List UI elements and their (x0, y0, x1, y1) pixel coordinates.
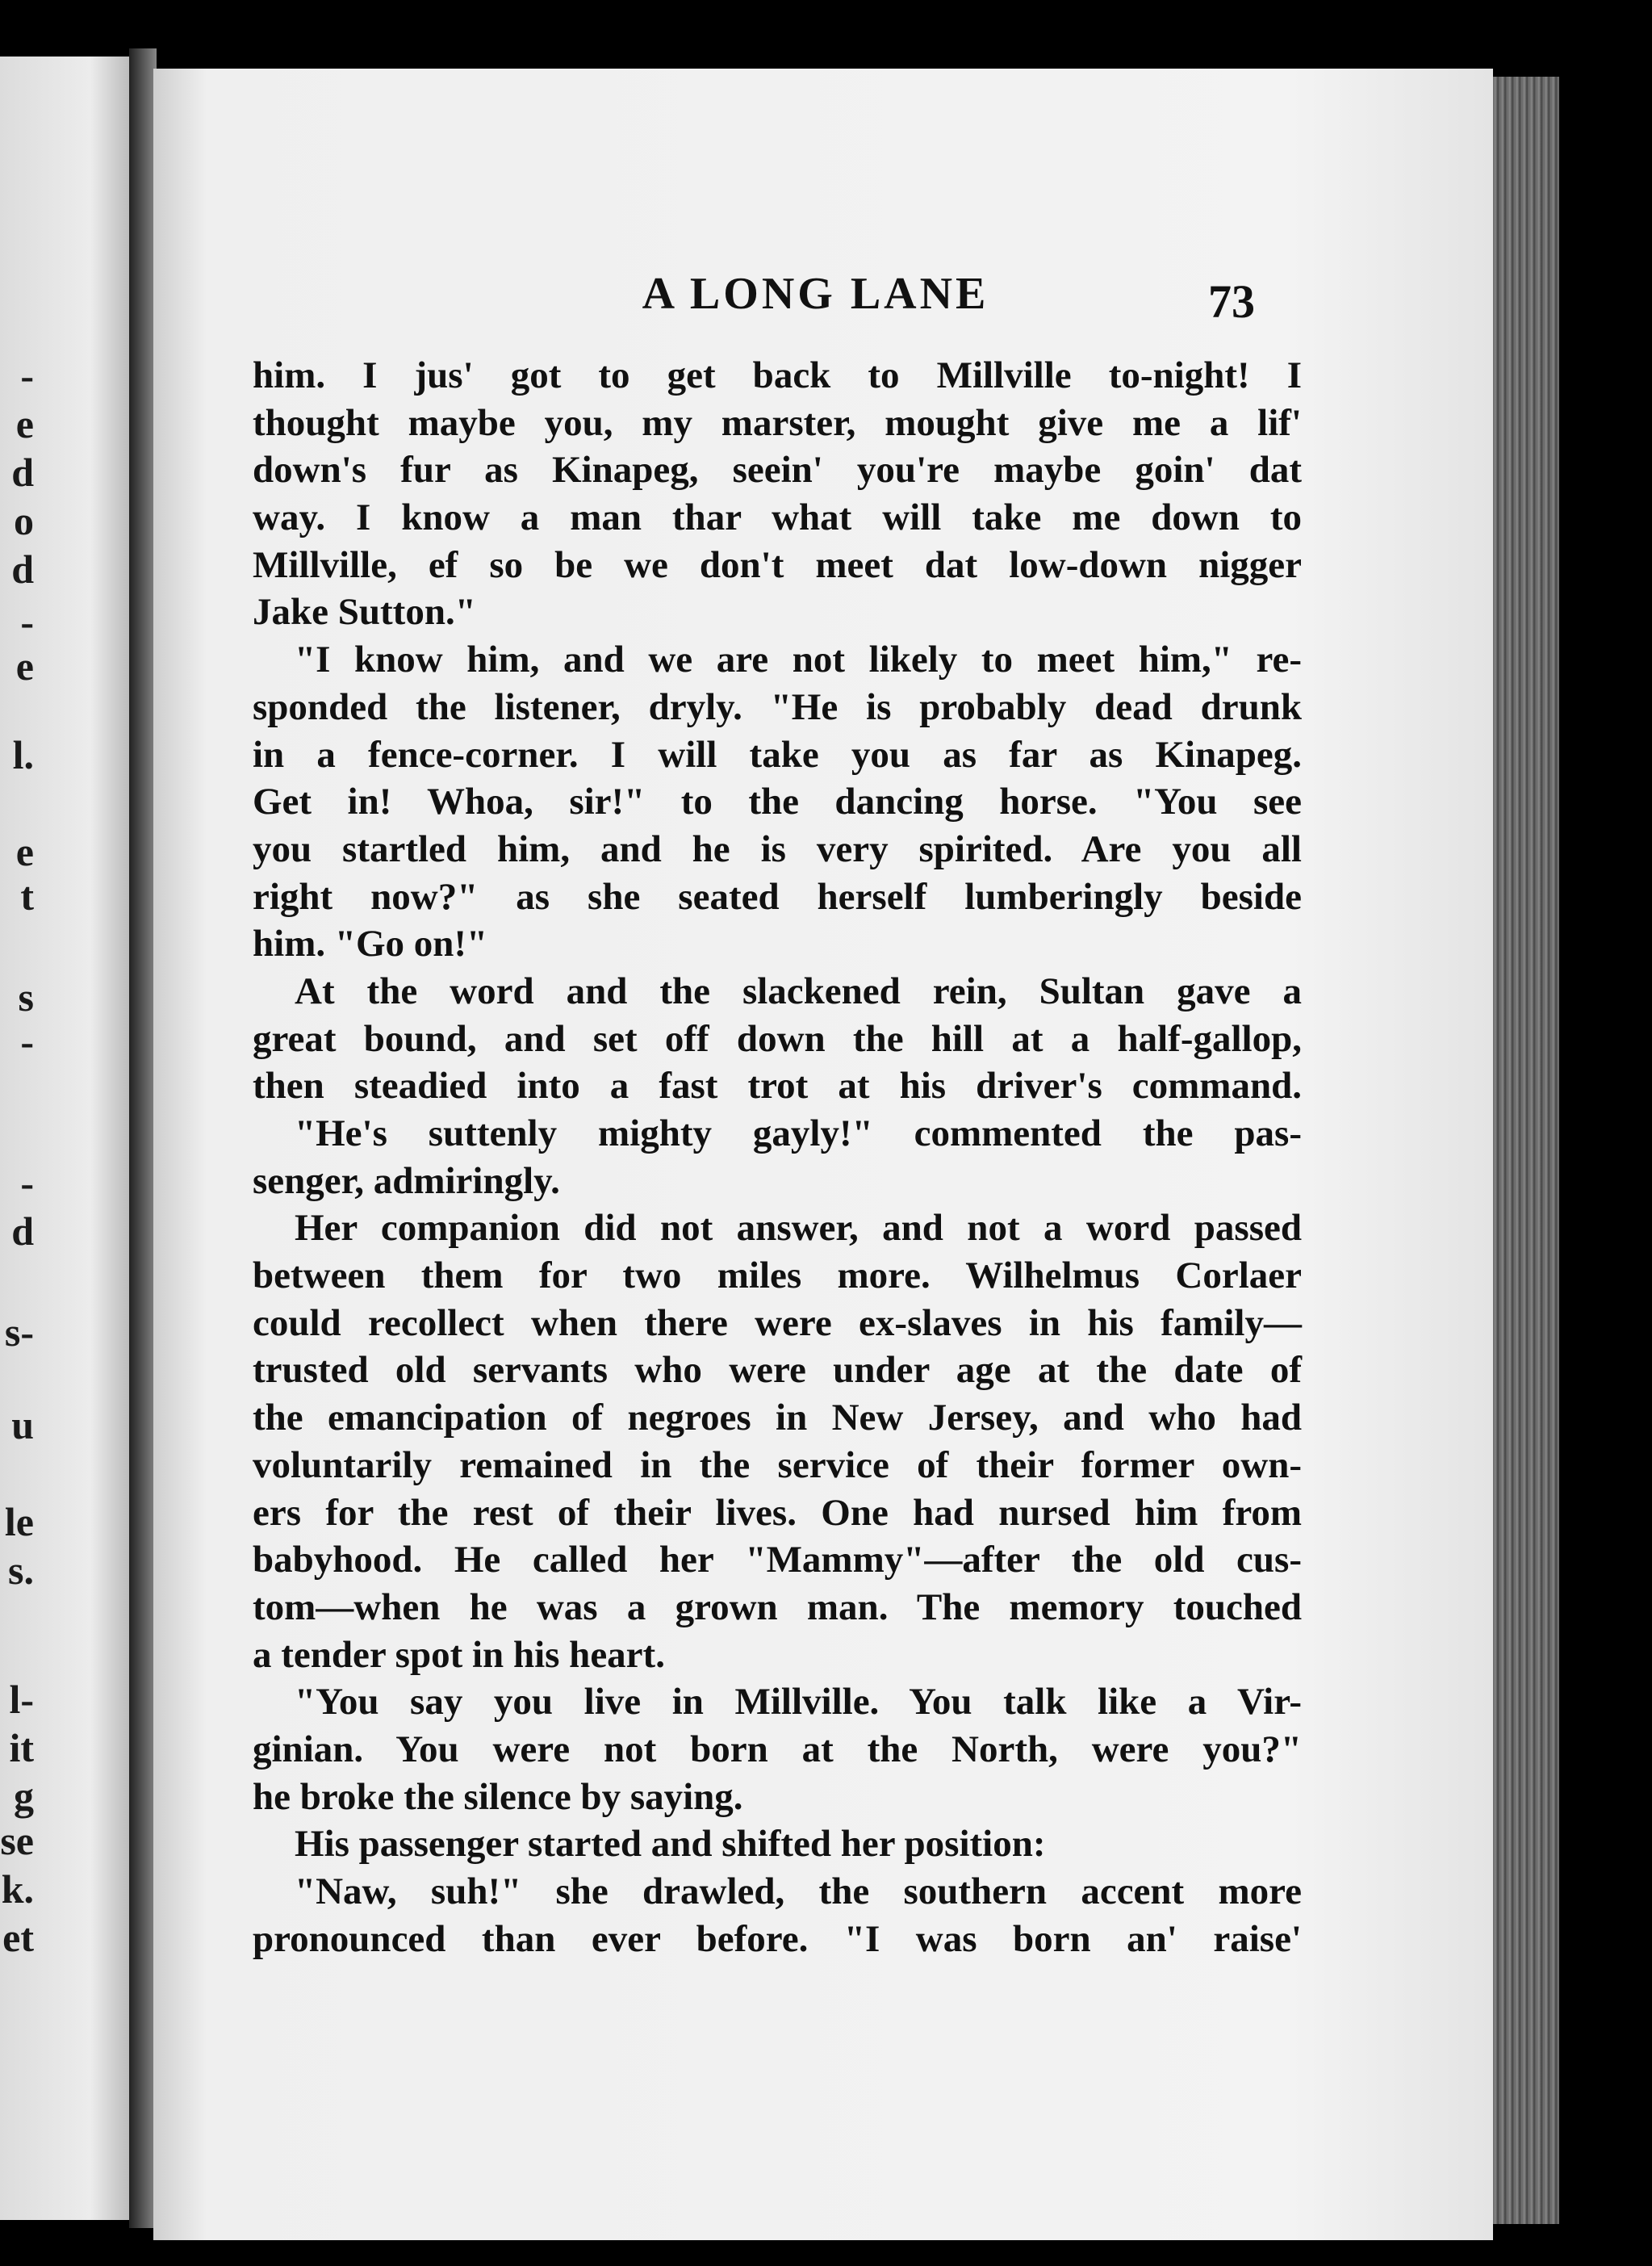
text-line: "Naw, suh!" she drawled, the southern accent more (295, 1870, 1302, 1912)
text-line: then steadied into a fast trot at his driver's command. (253, 1065, 1302, 1108)
text-line: great bound, and set off down the hill at a half-gallop, (253, 1017, 1302, 1060)
text-line: you startled him, and he is very spirited. Are you all (253, 827, 1302, 870)
text-line: could recollect when there were ex-slaves in his family— (253, 1301, 1302, 1344)
left-page-text-fragment: - (20, 599, 34, 644)
left-page-text-fragment: g (14, 1774, 34, 1819)
text-line: him. "Go on!" (253, 923, 488, 965)
left-page-text-fragment: d (11, 450, 34, 495)
left-page-text-fragment: - (20, 1019, 34, 1064)
running-head-text: A LONG LANE (642, 269, 989, 319)
left-page-text-fragment: - (20, 1160, 34, 1205)
text-line: Jake Sutton." (253, 591, 476, 634)
text-line: His passenger started and shifted her position: (295, 1823, 1046, 1866)
left-page-text-fragment: d (11, 547, 34, 592)
left-page-text-fragment: - (20, 353, 34, 398)
text-line: Get in! Whoa, sir!" to the dancing horse. "You see (253, 781, 1302, 823)
left-page-text-fragment: et (2, 1915, 34, 1960)
left-page-edge (0, 57, 129, 2220)
left-page-text-fragment: e (15, 401, 34, 446)
left-page-text-fragment: l. (12, 732, 34, 777)
text-line: Her companion did not answer, and not a word passed (295, 1207, 1302, 1250)
left-page-text-fragment: se (0, 1818, 34, 1863)
left-page-text-fragment: s. (8, 1548, 34, 1593)
text-line: voluntarily remained in the service of their former own- (253, 1443, 1302, 1486)
left-page-text-fragment: s (18, 974, 34, 1020)
text-line: ers for the rest of their lives. One had nursed him from (253, 1491, 1302, 1534)
text-line: way. I know a man thar what will take me down to (253, 496, 1302, 539)
running-head (0, 268, 1652, 320)
text-line: down's fur as Kinapeg, seein' you're maybe goin' dat (253, 449, 1302, 492)
text-line: "You say you live in Millville. You talk like a Vir- (295, 1681, 1302, 1724)
text-line: At the word and the slackened rein, Sultan gave a (295, 970, 1302, 1012)
page-stack-edge (1493, 77, 1559, 2224)
text-line: ginian. You were not born at the North, were you?" (253, 1728, 1302, 1770)
text-line: pronounced than ever before. "I was born an' raise' (253, 1917, 1302, 1960)
body-text (253, 352, 1302, 1962)
text-line: the emancipation of negroes in New Jersey, and who had (253, 1397, 1302, 1439)
text-line: babyhood. He called her "Mammy"—after the old cus- (253, 1539, 1302, 1581)
text-line: in a fence-corner. I will take you as far as Kinapeg. (253, 733, 1302, 776)
left-page-text-fragment: it (9, 1725, 34, 1770)
left-page-text-fragment: l- (9, 1677, 34, 1722)
book-gutter (129, 48, 157, 2228)
text-line: "I know him, and we are not likely to meet him," re- (295, 639, 1302, 681)
left-page-text-fragment: le (4, 1499, 34, 1544)
left-page-text-fragment: u (11, 1402, 34, 1447)
left-page-text-fragment: t (20, 873, 34, 919)
text-line: a tender spot in his heart. (253, 1633, 665, 1676)
left-page-text-fragment: k. (1, 1866, 34, 1912)
page-number: 73 (1208, 275, 1255, 328)
text-line: thought maybe you, my marster, mought give me a lif' (253, 401, 1302, 444)
left-page-text-fragment: s- (4, 1309, 34, 1355)
text-line: between them for two miles more. Wilhelmus Corlaer (253, 1254, 1302, 1297)
left-page-text-fragment: e (15, 829, 34, 874)
text-line: trusted old servants who were under age at the date of (253, 1349, 1302, 1392)
text-line: senger, admiringly. (253, 1159, 560, 1202)
left-page-text-fragment: o (14, 498, 34, 543)
left-page-text-fragment: d (11, 1208, 34, 1254)
text-line: sponded the listener, dryly. "He is probably dead drunk (253, 685, 1302, 728)
text-line: tom—when he was a grown man. The memory touched (253, 1585, 1302, 1628)
left-page-text-fragment: e (15, 643, 34, 689)
text-line: right now?" as she seated herself lumberingly beside (253, 875, 1302, 918)
text-line: he broke the silence by saying. (253, 1775, 743, 1818)
text-line: Millville, ef so be we don't meet dat low-down nigger (253, 543, 1302, 586)
text-line: "He's suttenly mighty gayly!" commented the pas- (295, 1112, 1302, 1154)
text-line: him. I jus' got to get back to Millville to-night! I (253, 354, 1302, 396)
